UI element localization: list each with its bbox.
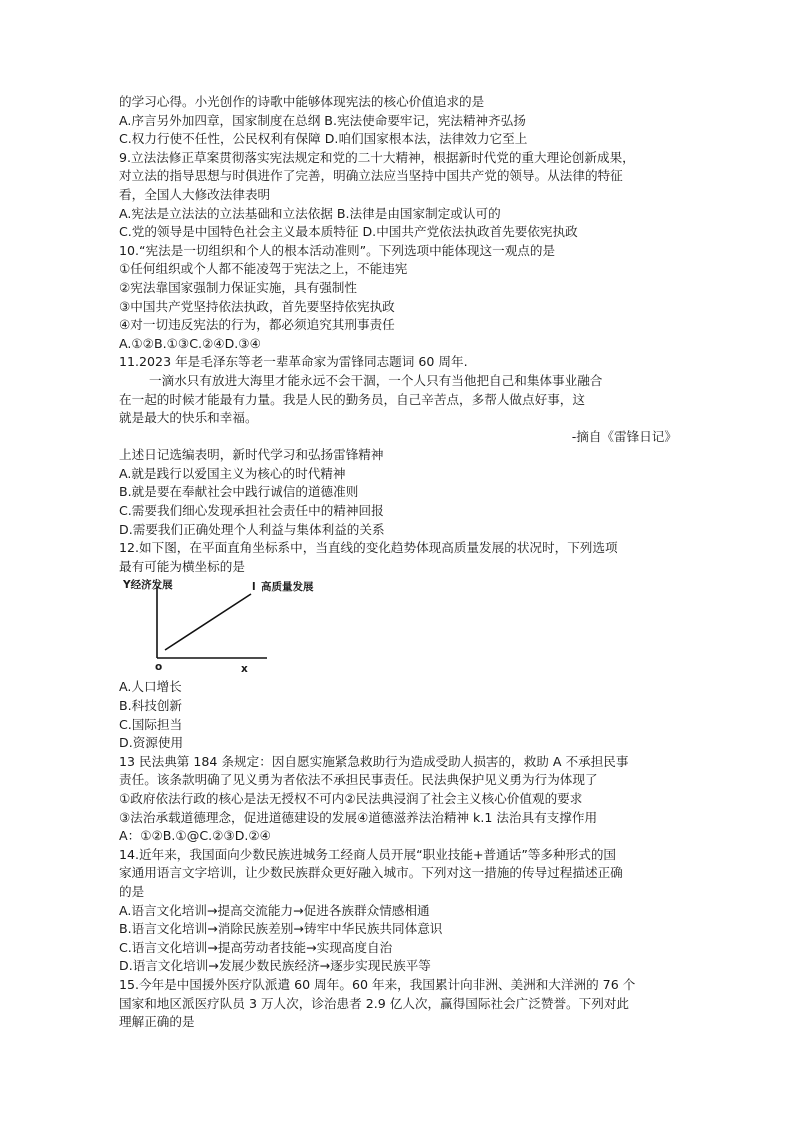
text-line-3: 9.立法法修正草案贯彻落实宪法规定和党的二十大精神，根据新时代党的重大理论创新成果， <box>119 149 635 165</box>
text-line-c-10: 家通用语言文字培训，让少数民族群众更好融入城市。下列对这一措施的传导过程描述正确 <box>119 865 623 881</box>
text-line-c-15: D.语言文化培训→发展少数民族经济→逐步实现民族平等 <box>119 958 431 974</box>
leifeng-quote <box>119 372 679 446</box>
text-line-b-5: 12.如下图，在平面直角坐标系中，当直线的变化趋势体现高质量发展的状况时，下列选项 <box>119 540 618 556</box>
text-line-9: ①任何组织或个人都不能凌驾于宪法之上，不能违宪 <box>119 261 408 277</box>
text-line-c-11: 的是 <box>119 883 145 899</box>
origin-label: o <box>155 661 163 674</box>
coordinate-figure <box>119 578 319 674</box>
text-line-c-3: D.资源使用 <box>119 735 184 751</box>
questions-11-12 <box>119 446 679 576</box>
y-axis-label: Y经济发展 <box>123 579 173 592</box>
text-line-5: 看，全国人大修改法律表明 <box>119 186 271 202</box>
quote-source: -摘自《雷锋日记》 <box>571 428 677 444</box>
text-line-10: ②宪法靠国家强制力保证实施，具有强制性 <box>119 279 357 295</box>
text-line-b-1: A.就是践行以爱国主义为核心的时代精神 <box>119 465 346 481</box>
text-line-6: A.宪法是立法法的立法基础和立法依据 B.法律是由国家制定或认可的 <box>119 205 501 221</box>
text-line-c-0: A.人口增长 <box>119 679 182 695</box>
text-line-7: C.党的领导是中国特色社会主义最本质特征 D.中国共产党依法执政首先要依宪执政 <box>119 224 578 240</box>
text-line-11: ③中国共产党坚持依法执政，首先要坚持依宪执政 <box>119 298 395 314</box>
text-line-c-12: A.语言文化培训→提高交流能力→促进各族群众情感相通 <box>119 902 430 918</box>
text-line-c-13: B.语言文化培训→消除民族差别→铸牢中华民族共同体意识 <box>119 921 443 937</box>
trend-line-marker: l <box>252 581 256 594</box>
text-line-8: 10.“宪法是一切组织和个人的根本活动准则”。下列选项中能体现这一观点的是 <box>119 242 556 258</box>
text-line-b-3: C.需要我们细心发现承担社会责任中的精神回报 <box>119 503 384 519</box>
quote-line-3: 就是最大的快乐和幸福。 <box>119 410 258 426</box>
text-line-b-2: B.就是要在奉献社会中践行诚信的道德准则 <box>119 484 359 500</box>
text-line-4: 对立法的指导思想与时俱进作了完善，明确立法应当坚持中国共产党的领导。从法律的特征 <box>119 168 623 184</box>
text-line-b-0: 上述日记选编表明，新时代学习和弘扬雷锋精神 <box>119 447 384 463</box>
text-line-b-4: D.需要我们正确处理个人利益与集体利益的关系 <box>119 521 385 537</box>
text-line-2: C.权力行使不任性，公民权利有保障 D.咱们国家根本法，法律效力它至上 <box>119 131 528 147</box>
quote-line-1: 一滴水只有放进大海里才能永远不会干涸，一个人只有当他把自己和集体事业融合 <box>149 372 603 388</box>
text-line-13: A.①②B.①③C.②④D.③④ <box>119 335 261 351</box>
trend-line-label: 高质量发展 <box>261 581 314 594</box>
text-line-b-6: 最有可能为横坐标的是 <box>119 558 245 574</box>
trend-line <box>165 594 251 650</box>
text-line-c-8: A：①②B.①@C.②③D.②④ <box>119 828 271 844</box>
text-line-1: A.序言另外加四章，国家制度在总纲 B.宪法使命要牢记，宪法精神齐弘扬 <box>119 112 526 128</box>
text-line-c-7: ③法治承载道德理念，促进道德建设的发展④道德滋养法治精神 k.1 法治具有支撑作用 <box>119 809 598 825</box>
x-axis-label: x <box>241 663 248 676</box>
text-line-c-1: B.科技创新 <box>119 698 183 714</box>
text-line-c-14: C.语言文化培训→提高劳动者技能→实现高度自治 <box>119 939 393 955</box>
quote-line-2: 在一起的时候才能最有力量。我是人民的勤务员，自己辛苦点，多帮人做点好事，这 <box>119 391 585 407</box>
text-line-c-4: 13 民法典第 184 条规定：因自愿实施紧急救助行为造成受助人损害的，救助 A 不承担民事 <box>119 753 629 769</box>
text-line-c-6: ①政府依法行政的核心是法无授权不可内②民法典浸润了社会主义核心价值观的要求 <box>119 791 583 806</box>
text-line-c-18: 理解正确的是 <box>119 1014 195 1030</box>
exam-page <box>119 93 679 1032</box>
text-line-0: 的学习心得。小光创作的诗歌中能够体现宪法的核心价值追求的是 <box>119 94 485 109</box>
text-line-14: 11.2023 年是毛泽东等老一辈革命家为雷锋同志题词 60 周年. <box>119 354 468 370</box>
text-line-c-16: 15.今年是中国援外医疗队派遣 60 周年。60 年来，我国累计向非洲、美洲和大洋洲的 76 个 <box>119 976 636 992</box>
text-line-c-5: 责任。该条款明确了见义勇为者依法不承担民事责任。民法典保护见义勇为行为体现了 <box>119 772 598 788</box>
text-line-c-17: 国家和地区派医疗队员 3 万人次，诊治患者 2.9 亿人次，赢得国际社会广泛赞誉。下列对此 <box>119 995 630 1011</box>
questions-12-15 <box>119 678 679 1031</box>
questions-8-11 <box>119 93 679 372</box>
text-line-c-2: C.国际担当 <box>119 716 183 732</box>
text-line-c-9: 14.近年来，我国面向少数民族进城务工经商人员开展“职业技能+普通话”等多种形式的国 <box>119 846 617 862</box>
text-line-12: ④对一切违反宪法的行为，都必须追究其刑事责任 <box>119 317 395 333</box>
